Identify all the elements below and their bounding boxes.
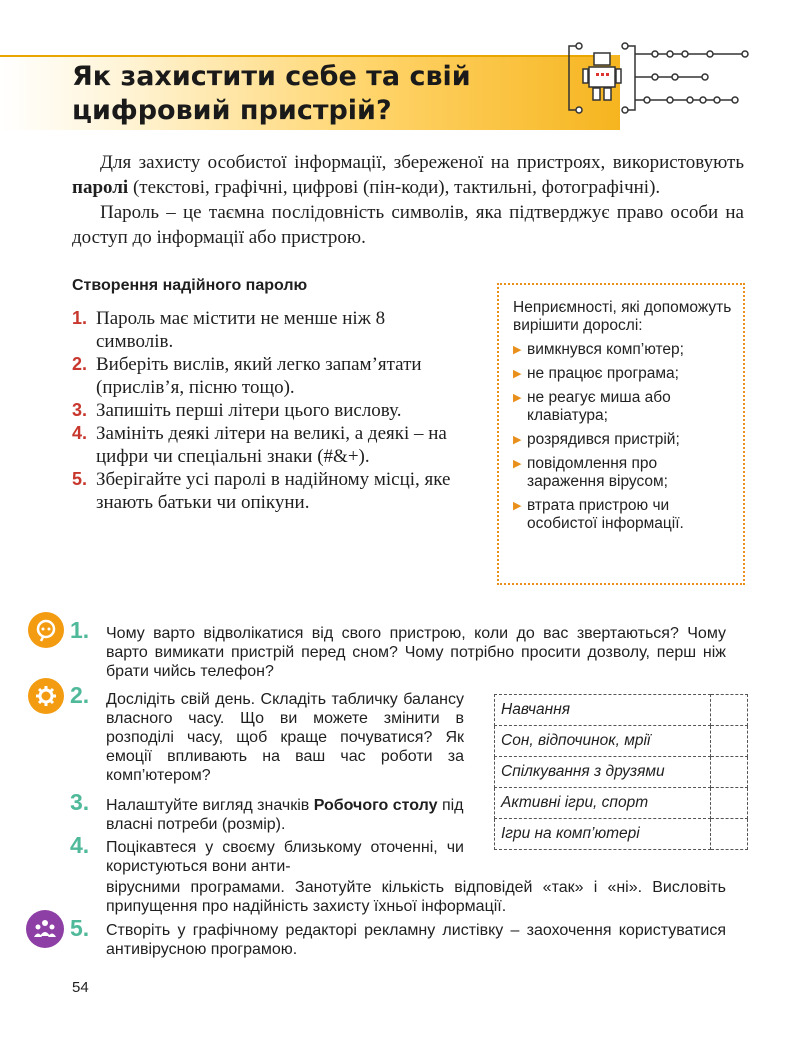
list-item: 2. Виберіть вислів, який легко запам’ятати (прислів’я, пісню тощо). — [72, 354, 422, 398]
term-desktop: Робочого столу — [313, 797, 438, 814]
tip-box-list — [513, 341, 733, 533]
list-item: ▶ повідомлення про зараження вірусом; — [513, 455, 668, 490]
table-cell-empty — [711, 757, 748, 788]
task-number-4: 4. — [70, 832, 90, 858]
task-number-1: 1. — [70, 617, 90, 643]
tip-box — [497, 283, 745, 585]
intro-paragraph-2: Пароль – це таємна послідовність символів, яка підтверджує право особи на доступ до інформації або пристрою. — [72, 202, 744, 248]
table-cell: Сон, відпочинок, мрії — [495, 726, 711, 757]
list-item: 3. Запишіть перші літери цього вислову. — [72, 400, 402, 421]
list-item: 5. Зберігайте усі паролі в надійному місці, яке знають батьки чи опікуни. — [72, 469, 451, 513]
task-number-3: 3. — [70, 789, 90, 815]
table-cell: Навчання — [495, 695, 711, 726]
table-cell: Ігри на комп’ютері — [495, 819, 711, 850]
page-title — [72, 60, 532, 128]
tip-box-title: Неприємності, які допоможуть вирішити дорослі: — [513, 299, 732, 334]
password-steps-list — [72, 307, 464, 514]
list-item: ▶ не працює програма; — [513, 365, 679, 382]
discussion-icon — [28, 612, 64, 648]
gear-icon — [28, 678, 64, 714]
table-row — [495, 695, 748, 726]
list-item: ▶ розрядився пристрій; — [513, 431, 680, 448]
table-cell: Активні ігри, спорт — [495, 788, 711, 819]
task-number-2: 2. — [70, 682, 90, 708]
list-item: 1. Пароль має містити не менше ніж 8 символів. — [72, 308, 386, 352]
list-item: 4. Замініть деякі літери на великі, а деякі – на цифри чи спеціальні знаки (#&+). — [72, 423, 447, 467]
robot-circuit-icon — [565, 40, 755, 120]
arrow-icon: ▶ — [513, 344, 522, 356]
task-number-5: 5. — [70, 915, 90, 941]
time-balance-table — [494, 694, 748, 850]
arrow-icon: ▶ — [513, 500, 522, 512]
arrow-icon: ▶ — [513, 368, 522, 380]
table-row — [495, 726, 748, 757]
term-passwords: паролі — [72, 177, 129, 198]
table-cell-empty — [711, 695, 748, 726]
intro-text — [72, 150, 744, 250]
title-line-1: Як захистити себе та свій — [72, 61, 471, 92]
task-5-text: Створіть у графічному редакторі рекламну листівку – заохочення користуватися антивірусною програмою. — [106, 922, 726, 958]
group-icon — [26, 910, 64, 948]
list-item: ▶ вимкнувся комп’ютер; — [513, 341, 684, 358]
table-row — [495, 757, 748, 788]
header-rule — [0, 55, 600, 57]
task-1-text: Чому варто відволікатися від свого пристрою, коли до вас звертаються? Чому варто вимикати пристрій перед сном? Чому потрібно просити дозволу, перш ніж брати чийсь телефон? — [106, 625, 726, 680]
arrow-icon: ▶ — [513, 458, 522, 470]
arrow-icon: ▶ — [513, 434, 522, 446]
table-cell-empty — [711, 819, 748, 850]
task-2-text: Дослідіть свій день. Складіть табличку балансу власного часу. Що ви можете змінити в розподілі часу, щоб краще почуватися? Як емоції впливають на ваш час роботи за комп’ютером? — [106, 691, 464, 784]
table-cell-empty — [711, 726, 748, 757]
task-3-text: Налаштуйте вигляд значків Робочого столу під власні потреби (розмір). — [106, 797, 464, 833]
task-4-text-a: Поцікавтеся у своєму близькому оточенні, чи користуються вони анти- — [106, 839, 464, 875]
table-cell: Спілкування з друзями — [495, 757, 711, 788]
table-row — [495, 819, 748, 850]
list-item: ▶ втрата пристрою чи особистої інформації. — [513, 497, 684, 532]
table-cell-empty — [711, 788, 748, 819]
task-4-text-b: вірусними програмами. Занотуйте кількість відповідей «так» і «ні». Висловіть припущення про надійність захисту їхньої інформації. — [106, 879, 726, 915]
list-item: ▶ не реагує миша або клавіатура; — [513, 389, 671, 424]
table-row — [495, 788, 748, 819]
section-heading: Створення надійного паролю — [72, 277, 308, 294]
title-line-2: цифровий пристрій? — [72, 95, 392, 126]
intro-paragraph-1: Для захисту особистої інформації, збереженої на пристроях, використовують паролі (текстові, графічні, цифрові (пін-коди), тактильні, фотографічні). — [72, 152, 744, 198]
page-number: 54 — [72, 979, 89, 996]
arrow-icon: ▶ — [513, 392, 522, 404]
